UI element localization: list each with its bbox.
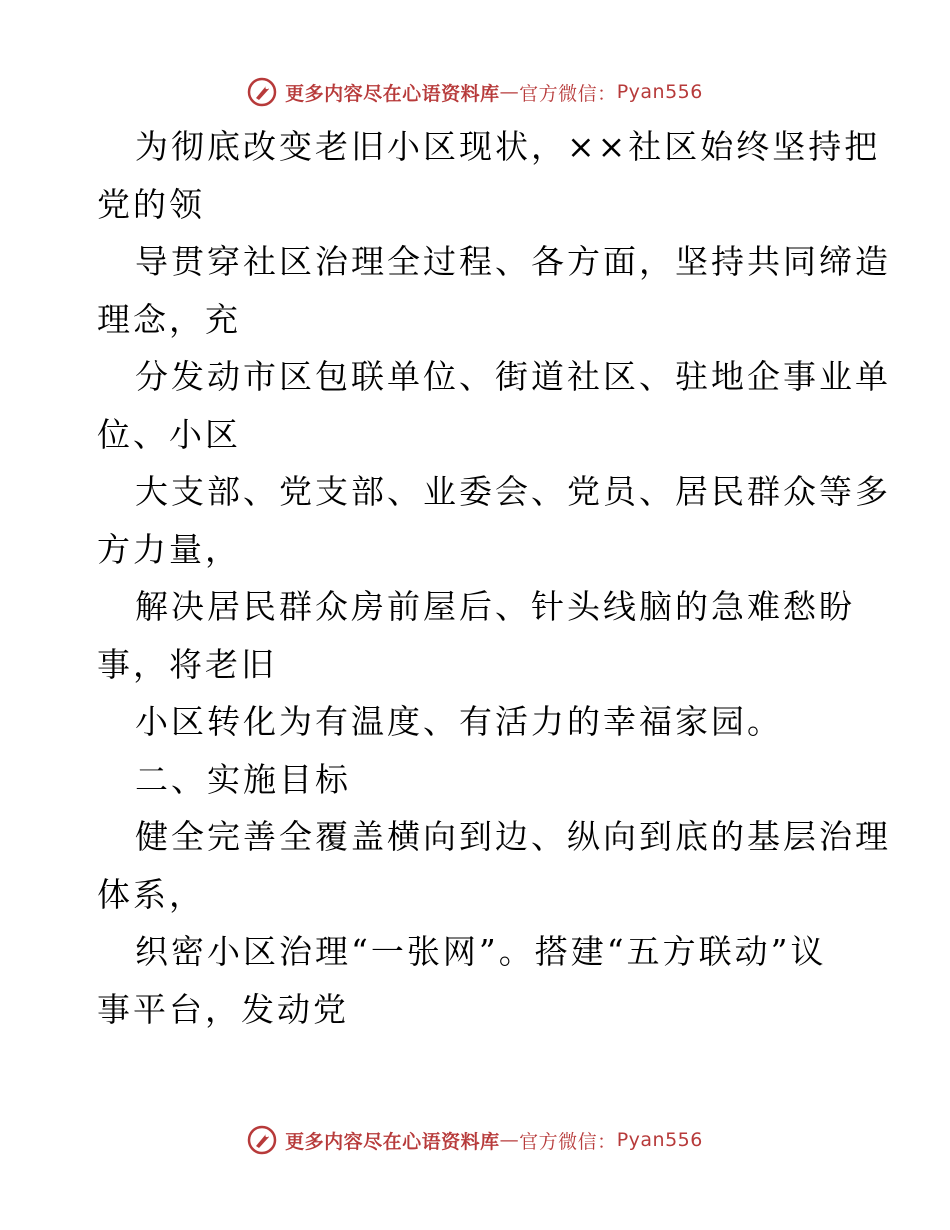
text-line: 分发动市区包联单位、街道社区、驻地企事业单 [135, 357, 891, 396]
pen-nib-logo-icon [247, 77, 277, 107]
text-line: 事平台，发动党 [97, 989, 349, 1029]
banner-wechat-id: Pyan556 [616, 81, 703, 103]
text-line: 体系， [97, 874, 205, 914]
banner-site-text: 更多内容尽在心语资料库 [285, 82, 500, 105]
text-line: 事，将老旧 [97, 644, 277, 684]
text-line: 理念，充 [97, 299, 241, 339]
text-line: 方力量， [97, 529, 241, 569]
banner-separator: — [499, 81, 520, 103]
text-line: 小区转化为有温度、有活力的幸福家园。 [135, 702, 783, 741]
text-line: 位、小区 [97, 414, 241, 454]
text-line: 大支部、党支部、业委会、党员、居民群众等多 [135, 472, 891, 511]
banner-site-text: 更多内容尽在心语资料库 [285, 1130, 500, 1153]
text-line: 党的领 [97, 184, 205, 224]
text-line: 健全完善全覆盖横向到边、纵向到底的基层治理 [135, 817, 891, 856]
footer-banner [0, 1120, 950, 1160]
banner-wechat-label: 官方微信： [519, 1130, 617, 1153]
text-line: 解决居民群众房前屋后、针头线脑的急难愁盼 [135, 587, 855, 626]
document-body [97, 118, 891, 1038]
header-banner [0, 72, 950, 112]
banner-wechat-label: 官方微信： [519, 82, 617, 105]
banner-wechat-id: Pyan556 [616, 1129, 703, 1151]
pen-nib-logo-icon [247, 1125, 277, 1155]
text-line: 织密小区治理“一张网”。搭建“五方联动”议 [135, 932, 827, 971]
text-line: 为彻底改变老旧小区现状，××社区始终坚持把 [135, 127, 881, 166]
banner-separator: — [499, 1129, 520, 1151]
text-line: 导贯穿社区治理全过程、各方面，坚持共同缔造 [135, 242, 891, 281]
section-heading: 二、实施目标 [135, 759, 351, 799]
